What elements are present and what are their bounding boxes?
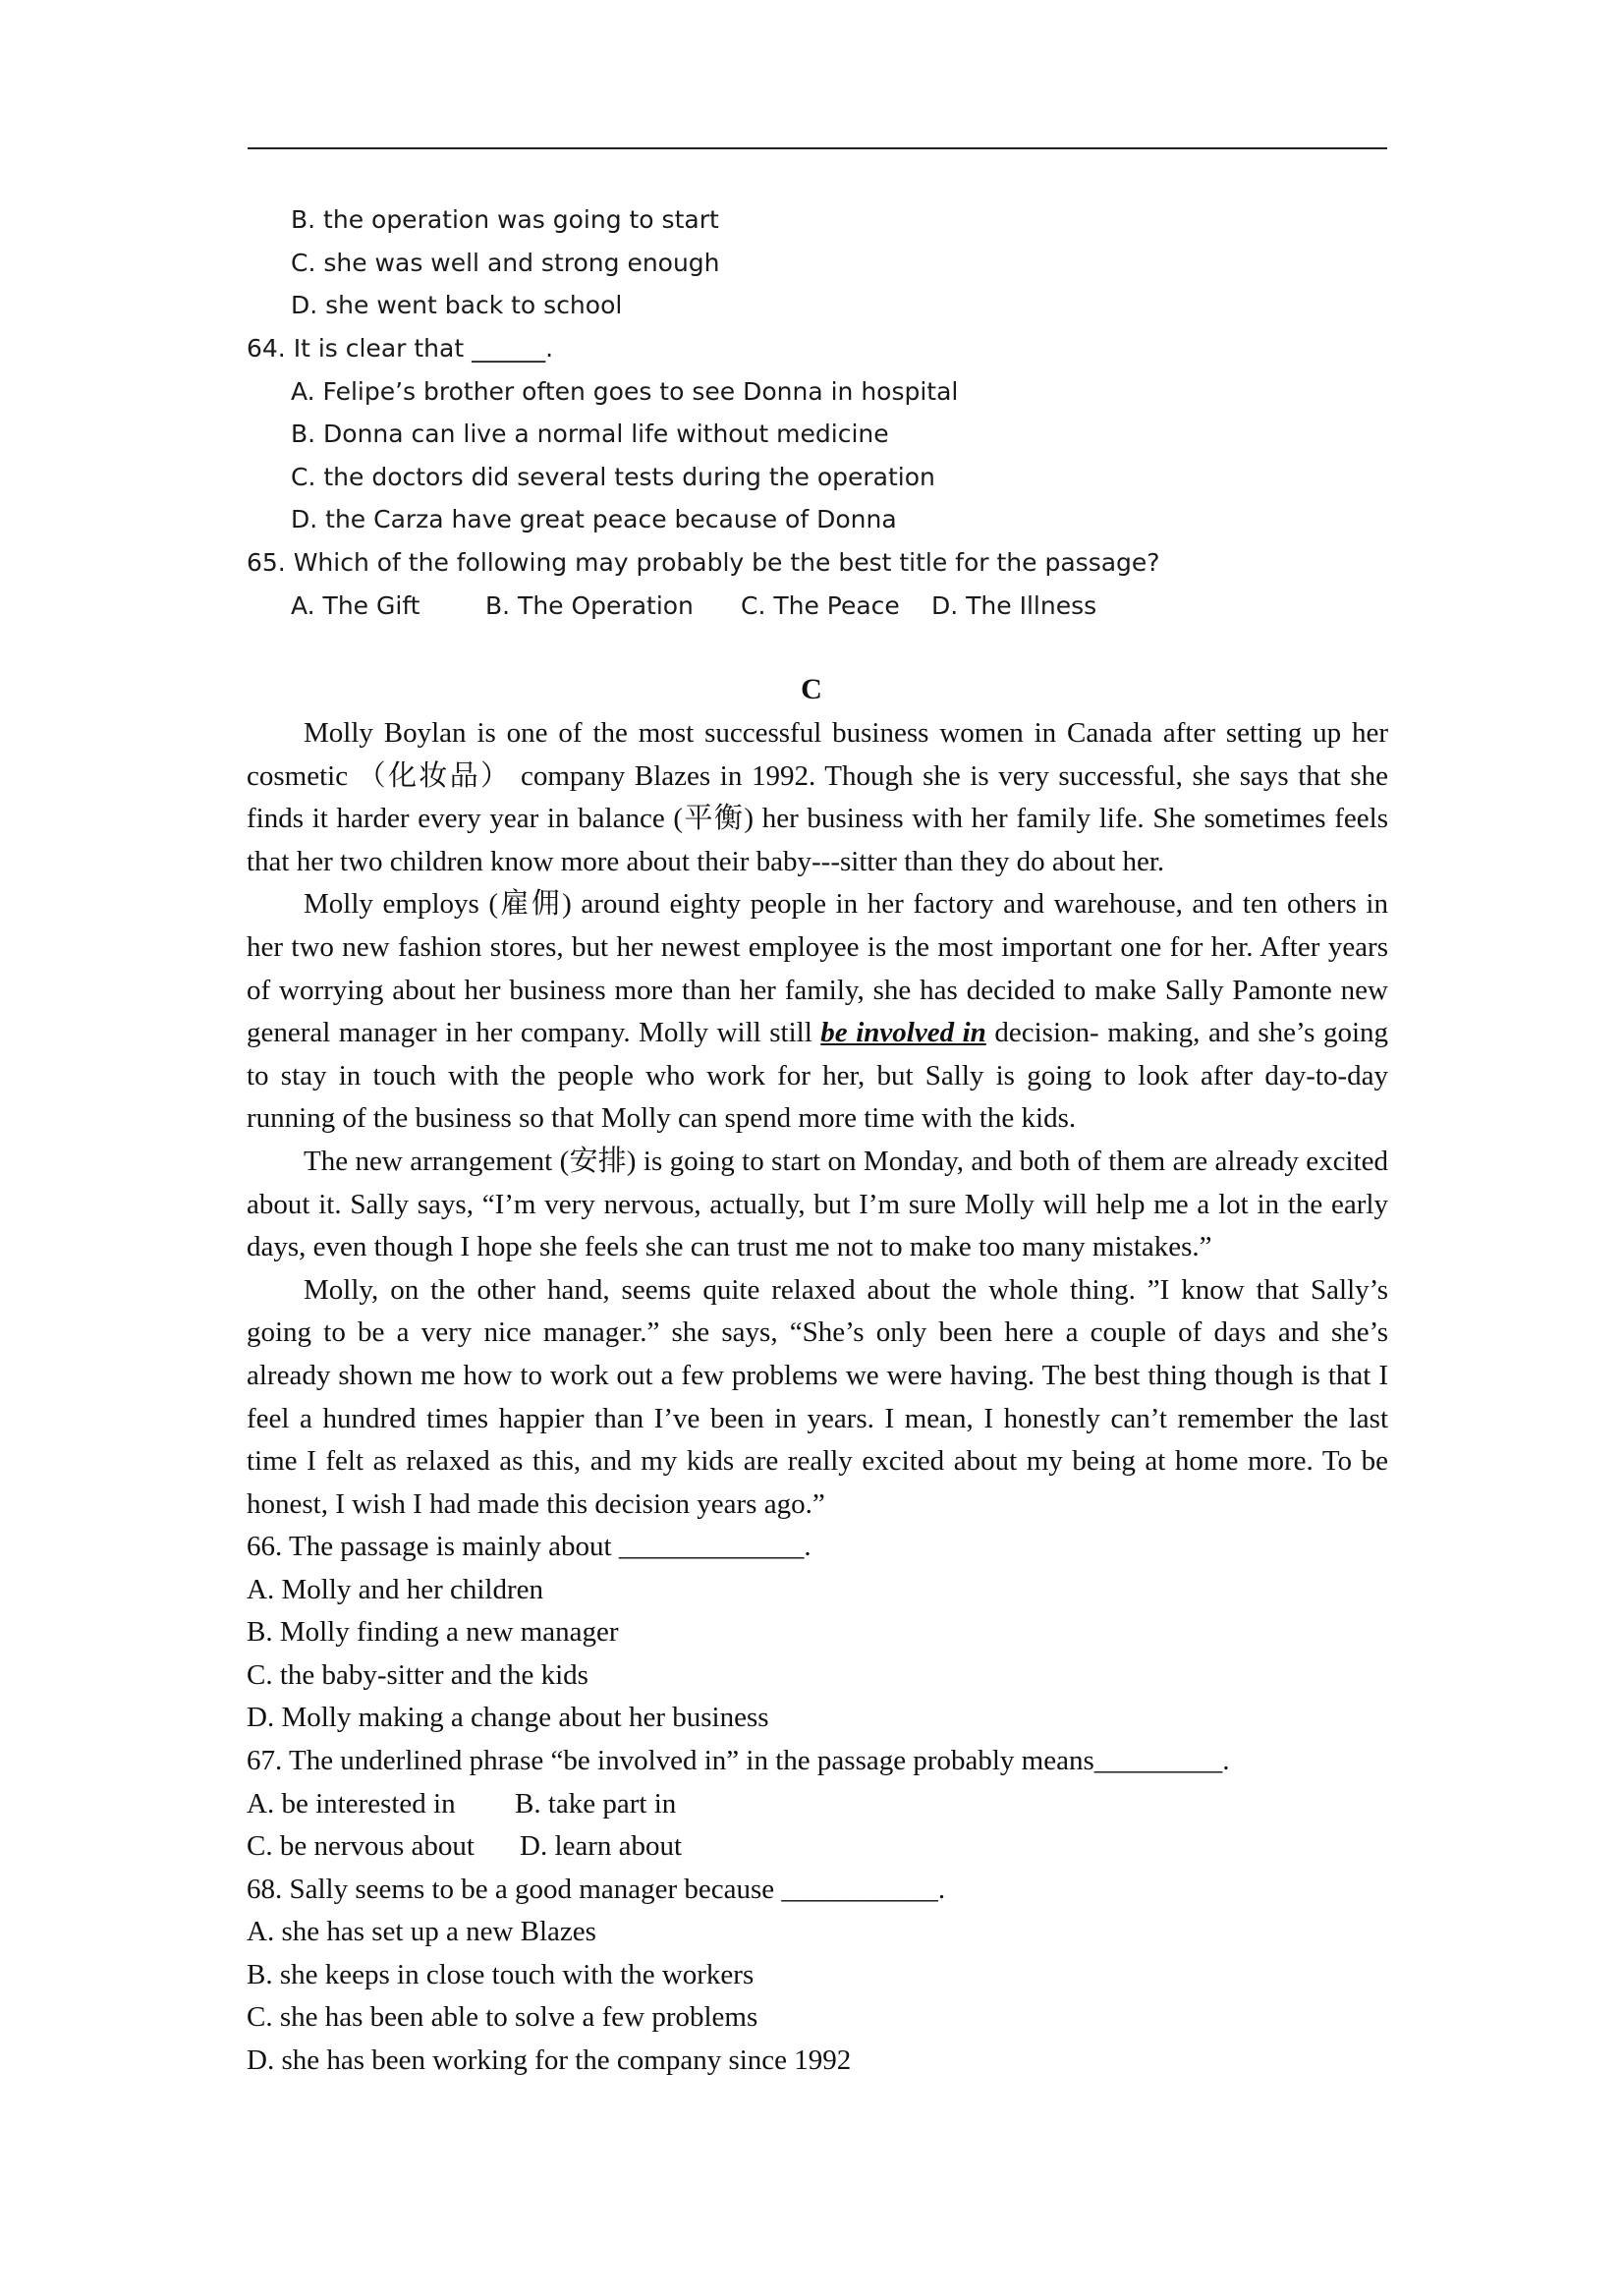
q67-stem: 67. The underlined phrase “be involved in” in the passage probably means_________. [247,1745,1230,1776]
q66-stem: 66. The passage is mainly about _____________. [247,1531,812,1562]
header-rule [248,147,1387,149]
q64-option-c: C. the doctors did several tests during the operation [291,463,935,491]
q67-option-a: A. be interested in [247,1788,456,1820]
q66-option-c: C. the baby-sitter and the kids [247,1659,588,1691]
q63-option-b: B. the operation was going to start [291,205,719,234]
q63-option-d: D. she went back to school [291,291,623,319]
q65-stem: 65. Which of the following may probably be the best title for the passage? [247,548,1160,577]
q68-stem: 68. Sally seems to be a good manager because ___________. [247,1874,946,1905]
q67-option-d: D. learn about [520,1830,683,1862]
q64-option-b: B. Donna can live a normal life without medicine [291,420,889,448]
q68-option-d: D. she has been working for the company since 1992 [247,2044,852,2076]
paragraph-2-text-b: decision- making, and she’s going to stay in touch with the people who work for her, but Sally is going to look after day-to-day running of the business so that Molly can spend more time with the kids. [247,1017,1388,1135]
q65-option-d: D. The Illness [931,591,1097,620]
q65-option-c: C. The Peace [741,591,900,620]
q68-option-a: A. she has set up a new Blazes [247,1916,596,1947]
passage-paragraph-2 [247,883,1388,1141]
q67-option-b: B. take part in [515,1788,677,1820]
passage-paragraph-4: Molly, on the other hand, seems quite relaxed about the whole thing. ”I know that Sally’s going to be a very nice manager.” she says, “She’s only been here a couple of days and she’s already shown me how to work out a few problems we were having. The best thing though is that I feel a hundred times happier than I’ve been in years. I mean, I honestly can’t remember the last time I felt as relaxed as this, and my kids are really excited about my being at home more. To be honest, I wish I had made this decision years ago.” [247,1273,1388,1520]
q68-option-c: C. she has been able to solve a few problems [247,2001,758,2033]
underlined-phrase: be involved in [820,1017,986,1049]
q65-option-b: B. The Operation [485,591,694,620]
passage-paragraph-3: The new arrangement (安排) is going to start on Monday, and both of them are already excited about it. Sally says, “I’m very nervous, actually, but I’m sure Molly will help me a lot in the early days, even though I hope she feels she can trust me not to make too many mistakes.” [247,1145,1388,1263]
q64-stem: 64. It is clear that ______. [247,334,554,363]
passage-paragraph-1: Molly Boylan is one of the most successful business women in Canada after setting up her cosmetic （化妆品） company Blazes in 1992. Though she is very successful, she says that she finds it harder every year in balance (平衡) her business with her family life. She sometimes feels that her two children know more about their baby---sitter than they do about her. [247,717,1388,877]
q67-option-c: C. be nervous about [247,1830,475,1862]
q68-option-b: B. she keeps in close touch with the workers [247,1959,755,1990]
paragraph-2-text-a: Molly employs (雇佣) around eighty people in her factory and warehouse, and ten others in her two new fashion stores, but her newest employee is the most important one for her. After years of worrying about her business more than her family, she has decided to make Sally Pamonte new general manager in her company. Molly will still [247,888,1388,1049]
q64-option-a: A. Felipe’s brother often goes to see Donna in hospital [291,377,959,406]
q66-option-d: D. Molly making a change about her business [247,1702,769,1733]
q66-option-b: B. Molly finding a new manager [247,1616,619,1648]
q65-option-a: A. The Gift [291,591,420,620]
q64-option-d: D. the Carza have great peace because of Donna [291,505,897,533]
q66-option-a: A. Molly and her children [247,1574,544,1605]
q63-option-c: C. she was well and strong enough [291,249,720,277]
reading-passage [247,712,1388,1526]
section-heading: C [801,673,822,705]
